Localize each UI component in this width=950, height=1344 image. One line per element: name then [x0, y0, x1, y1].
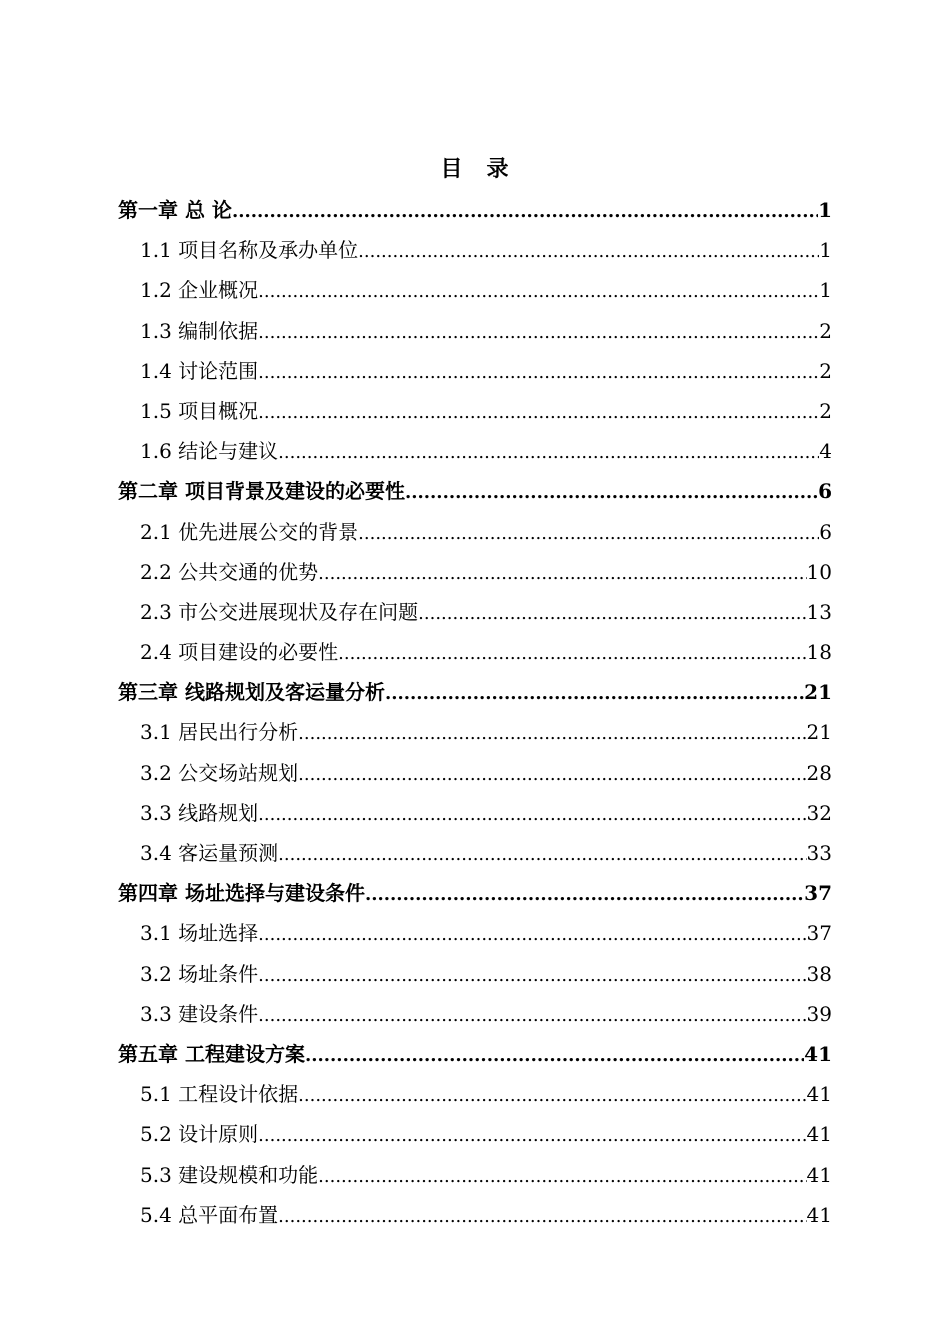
toc-entry-label: 1.3 编制依据 [140, 318, 259, 343]
toc-entry-label: 3.1 场址选择 [140, 921, 259, 946]
toc-page-number: 2 [819, 318, 832, 343]
toc-chapter-entry[interactable] [118, 672, 832, 712]
toc-dot-leader [318, 1157, 806, 1195]
toc-entry-label: 1.2 企业概况 [140, 278, 259, 303]
toc-section-entry[interactable] [118, 1114, 832, 1154]
toc-section-entry[interactable] [118, 1074, 832, 1114]
toc-entry-label: 5.3 建设规模和功能 [140, 1162, 319, 1187]
toc-page-number: 41 [806, 1122, 832, 1147]
toc-page-number: 41 [806, 1202, 832, 1227]
toc-entry-label: 第四章 场址选择与建设条件 [118, 881, 365, 906]
toc-page-number: 1 [819, 238, 832, 263]
toc-section-entry[interactable] [118, 793, 832, 833]
toc-chapter-entry[interactable] [118, 190, 832, 230]
toc-dot-leader [258, 1116, 806, 1154]
toc-section-entry[interactable] [118, 1155, 832, 1195]
toc-chapter-entry[interactable] [118, 873, 832, 913]
toc-entry-label: 5.4 总平面布置 [140, 1202, 279, 1227]
toc-entry-label: 第一章 总 论 [118, 198, 232, 222]
toc-dot-leader [258, 956, 806, 994]
toc-dot-leader [258, 313, 819, 351]
toc-entry-label: 第三章 线路规划及客运量分析 [118, 680, 385, 705]
toc-entry-label: 2.4 项目建设的必要性 [140, 640, 339, 665]
toc-entry-label: 2.2 公共交通的优势 [140, 559, 319, 584]
toc-entry-label: 3.2 公交场站规划 [140, 760, 299, 785]
toc-page-number: 37 [804, 881, 832, 906]
toc-page-number: 18 [806, 640, 832, 665]
toc-dot-leader [258, 393, 819, 431]
toc-entry-label: 1.6 结论与建议 [140, 439, 279, 464]
toc-page-number: 1 [818, 198, 832, 222]
toc-section-entry[interactable] [118, 230, 832, 270]
toc-section-entry[interactable] [118, 753, 832, 793]
toc-entry-label: 3.4 客运量预测 [140, 841, 279, 865]
toc-page-number: 6 [818, 479, 832, 504]
toc-entry-label: 3.3 建设条件 [140, 1001, 259, 1026]
toc-entry-label: 1.4 讨论范围 [140, 358, 259, 383]
toc-page-number: 41 [804, 1041, 832, 1066]
toc-section-entry[interactable] [118, 351, 832, 391]
toc-section-entry[interactable] [118, 833, 832, 873]
toc-dot-leader [298, 1076, 806, 1114]
toc-page-number: 10 [806, 559, 832, 584]
toc-chapter-entry[interactable] [118, 1034, 832, 1074]
toc-dot-leader [278, 1197, 806, 1235]
toc-entry-label: 3.1 居民出行分析 [140, 720, 299, 745]
toc-dot-leader [278, 835, 806, 873]
toc-section-entry[interactable] [118, 512, 832, 552]
toc-dot-leader [232, 192, 818, 230]
toc-dot-leader [278, 433, 819, 471]
toc-section-entry[interactable] [118, 954, 832, 994]
toc-entry-label: 1.5 项目概况 [140, 398, 259, 423]
toc-title: 目 录 [440, 156, 510, 182]
toc-page-number: 2 [819, 358, 832, 383]
toc-entry-label: 2.3 市公交进展现状及存在问题 [140, 599, 419, 624]
toc-section-entry[interactable] [118, 592, 832, 632]
toc-dot-leader [258, 272, 819, 310]
toc-entry-label: 第二章 项目背景及建设的必要性 [118, 479, 405, 504]
toc-page-number: 6 [819, 519, 832, 544]
toc-dot-leader [258, 795, 806, 833]
toc-entry-label: 2.1 优先进展公交的背景 [140, 519, 359, 544]
toc-page-number: 2 [819, 398, 832, 423]
toc-page-number: 41 [806, 1082, 832, 1107]
toc-page-number: 39 [806, 1001, 832, 1026]
toc-section-entry[interactable] [118, 391, 832, 431]
toc-page-number: 32 [806, 800, 832, 825]
toc-page-number: 33 [806, 841, 832, 865]
toc-page-number: 1 [819, 278, 832, 303]
toc-section-entry[interactable] [118, 712, 832, 752]
toc-dot-leader [358, 514, 819, 552]
toc-dot-leader [305, 1036, 804, 1074]
toc-dot-leader [258, 915, 806, 953]
toc-section-entry[interactable] [118, 270, 832, 310]
toc-page-number: 38 [806, 961, 832, 986]
toc-dot-leader [385, 674, 804, 712]
toc-section-entry[interactable] [118, 913, 832, 953]
toc-dot-leader [258, 996, 806, 1034]
toc-dot-leader [418, 594, 806, 632]
toc-section-entry[interactable] [118, 994, 832, 1034]
toc-section-entry[interactable] [118, 431, 832, 471]
toc-entry-label: 1.1 项目名称及承办单位 [140, 238, 359, 263]
toc-page-number: 28 [806, 760, 832, 785]
toc-dot-leader [405, 473, 818, 511]
toc-page-number: 13 [806, 599, 832, 624]
toc-entry-label: 5.2 设计原则 [140, 1122, 259, 1147]
toc-dot-leader [318, 554, 806, 592]
toc-entry-label: 3.2 场址条件 [140, 961, 259, 986]
toc-dot-leader [298, 755, 806, 793]
toc-page-number: 37 [806, 921, 832, 946]
toc-entry-label: 5.1 工程设计依据 [140, 1082, 299, 1107]
toc-chapter-entry[interactable] [118, 471, 832, 511]
toc-page-number: 41 [806, 1162, 832, 1187]
toc-page-number: 21 [804, 680, 832, 705]
toc-page-number: 21 [806, 720, 832, 745]
toc-dot-leader [298, 714, 806, 752]
toc-section-entry[interactable] [118, 1195, 832, 1235]
toc-dot-leader [365, 875, 804, 913]
toc-section-entry[interactable] [118, 632, 832, 672]
toc-page-number: 4 [819, 439, 832, 464]
toc-entry-label: 3.3 线路规划 [140, 800, 259, 825]
table-of-contents [118, 190, 832, 1235]
toc-dot-leader [338, 634, 806, 672]
toc-dot-leader [258, 353, 819, 391]
toc-section-entry[interactable] [118, 311, 832, 351]
toc-section-entry[interactable] [118, 552, 832, 592]
toc-dot-leader [358, 232, 819, 270]
toc-entry-label: 第五章 工程建设方案 [118, 1041, 305, 1066]
